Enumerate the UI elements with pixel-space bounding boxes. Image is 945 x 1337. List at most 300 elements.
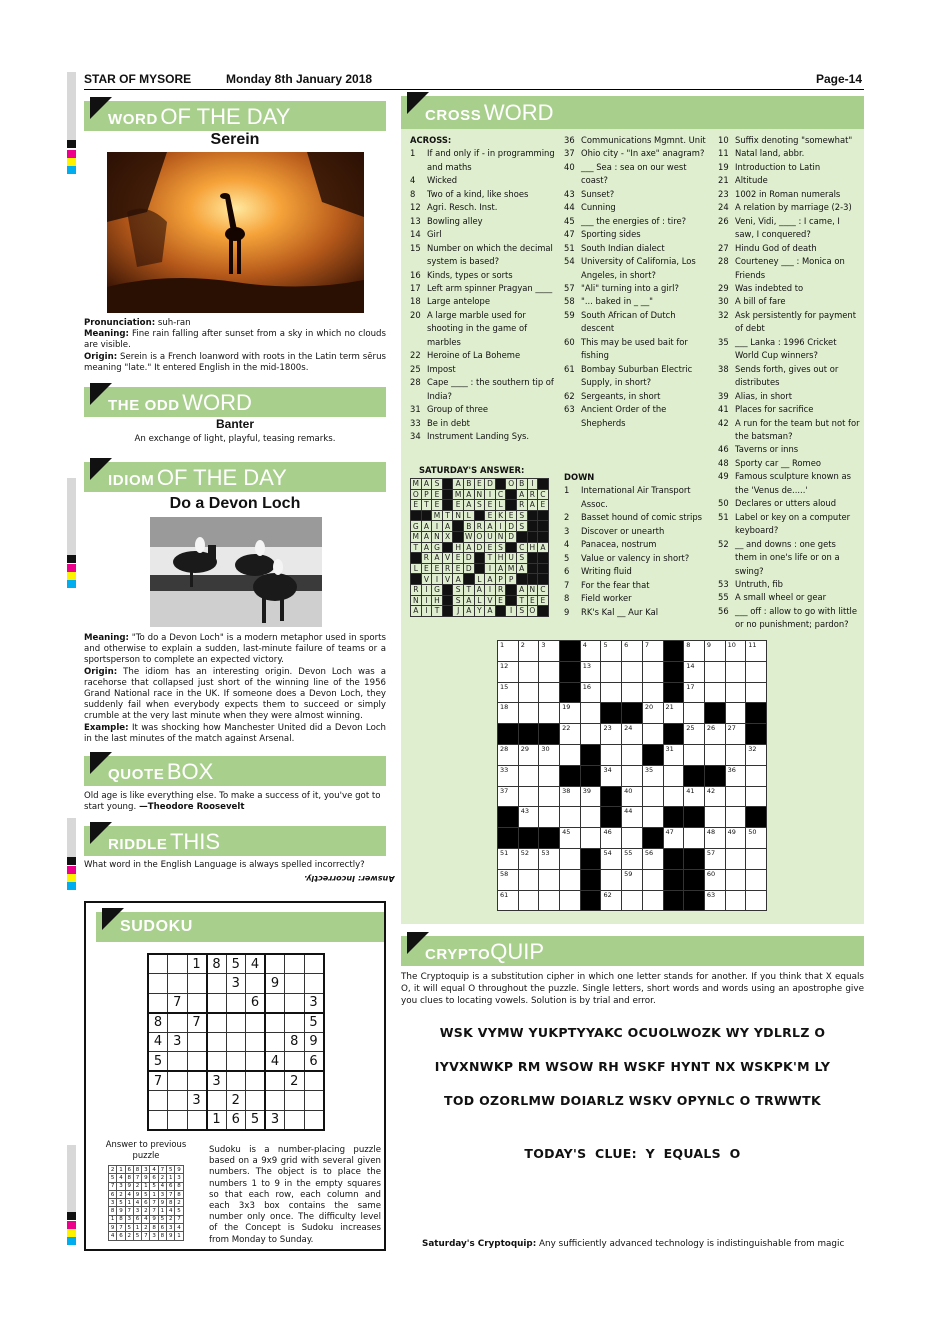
answer-cell: 1 <box>125 1199 133 1207</box>
sudoku-cell[interactable]: 3 <box>304 993 324 1013</box>
crossword-cell[interactable] <box>518 848 539 869</box>
crossword-cell[interactable] <box>560 890 581 911</box>
sudoku-cell[interactable] <box>148 1091 168 1111</box>
crossword-cell[interactable] <box>746 828 767 849</box>
crossword-cell[interactable] <box>601 848 622 869</box>
meaning-label: Meaning: <box>84 329 129 340</box>
sudoku-cell[interactable] <box>148 993 168 1013</box>
sudoku-description: Sudoku is a number-placing puzzle based on a 9x9 grid with several given numbers. The object is to place the numbers 1 to 9 in the empty squares so that each row, each column and each 3x3 box contains the same number only once. The difficulty level of the Concept is Sudoku increases from Monday to Sunday. <box>209 1145 381 1245</box>
sudoku-cell[interactable] <box>304 954 324 974</box>
clue-item <box>718 282 860 295</box>
sudoku-cell[interactable] <box>285 1091 305 1111</box>
sudoku-cell[interactable] <box>187 1110 207 1130</box>
crossword-cell[interactable] <box>642 890 663 911</box>
clue-text: Ask persistently for payment of debt <box>735 309 857 334</box>
sudoku-cell[interactable]: 3 <box>265 1110 285 1130</box>
crossword-cell[interactable] <box>622 765 643 786</box>
cell-number: 59 <box>624 869 633 878</box>
black-cell <box>663 724 684 745</box>
crossword-cell[interactable] <box>642 807 663 828</box>
sudoku-cell[interactable]: 2 <box>226 1091 246 1111</box>
crossword-cell[interactable] <box>684 786 705 807</box>
sudoku-cell[interactable] <box>207 1052 227 1072</box>
crossword-cell[interactable] <box>725 869 746 890</box>
crossword-cell[interactable] <box>704 661 725 682</box>
crossword-cell[interactable] <box>704 828 725 849</box>
answer-cell: 9 <box>158 1199 166 1207</box>
sudoku-cell[interactable]: 5 <box>246 1110 266 1130</box>
answer-cell: 3 <box>167 1224 175 1232</box>
crossword-cell[interactable] <box>704 807 725 828</box>
sudoku-cell[interactable] <box>168 1091 188 1111</box>
clue-number: 50 <box>718 498 729 509</box>
color-swatch-cyan <box>67 882 76 890</box>
answer-cell: 2 <box>158 1174 166 1182</box>
crossword-cell[interactable] <box>642 765 663 786</box>
crossword-cell[interactable] <box>518 641 539 662</box>
crossword-cell[interactable] <box>539 848 560 869</box>
crossword-cell[interactable] <box>663 786 684 807</box>
clue-number: 35 <box>718 336 729 347</box>
answer-cell: 9 <box>175 1166 183 1174</box>
crossword-cell[interactable] <box>746 869 767 890</box>
cell-number: 22 <box>562 724 571 733</box>
crossword-cell[interactable] <box>498 848 519 869</box>
answer-cell: V <box>485 595 496 606</box>
idiom-details <box>84 633 386 745</box>
answer-cell: 7 <box>150 1207 158 1215</box>
crossword-cell[interactable] <box>642 682 663 703</box>
crossword-cell[interactable] <box>725 703 746 724</box>
crossword-cell[interactable] <box>560 807 581 828</box>
clue-item <box>718 188 860 201</box>
sudoku-cell[interactable]: 6 <box>226 1110 246 1130</box>
clue-number: 1 <box>410 148 416 159</box>
black-cell <box>642 828 663 849</box>
crossword-cell[interactable] <box>684 703 705 724</box>
crossword-cell[interactable] <box>580 807 601 828</box>
crossword-cell[interactable] <box>518 661 539 682</box>
sudoku-cell[interactable] <box>207 974 227 994</box>
crossword-cell[interactable] <box>746 890 767 911</box>
crossword-cell[interactable] <box>704 744 725 765</box>
sudoku-cell[interactable] <box>304 974 324 994</box>
crossword-cell[interactable] <box>746 848 767 869</box>
crossword-cell[interactable] <box>622 869 643 890</box>
sudoku-header <box>96 912 384 942</box>
cell-number: 25 <box>686 724 695 733</box>
page-header <box>84 72 864 90</box>
crossword-cell[interactable] <box>518 703 539 724</box>
sudoku-cell[interactable] <box>246 1052 266 1072</box>
answer-cell: 9 <box>150 1215 158 1223</box>
answer-cell: 1 <box>167 1174 175 1182</box>
crossword-cell[interactable] <box>498 703 519 724</box>
clue-text: Two of a kind, like shoes <box>427 188 529 199</box>
crossword-cell[interactable] <box>622 682 643 703</box>
clue-number: 41 <box>718 404 729 415</box>
answer-cell <box>411 553 422 564</box>
crossword-cell[interactable] <box>601 765 622 786</box>
crossword-cell[interactable] <box>704 724 725 745</box>
crossword-cell[interactable] <box>725 848 746 869</box>
crossword-cell[interactable] <box>601 682 622 703</box>
crossword-cell[interactable] <box>518 744 539 765</box>
crossword-cell[interactable] <box>642 724 663 745</box>
sudoku-cell[interactable] <box>187 1052 207 1072</box>
sudoku-cell[interactable] <box>148 954 168 974</box>
crossword-cell[interactable] <box>746 786 767 807</box>
crossword-cell[interactable] <box>560 869 581 890</box>
crossword-cell[interactable] <box>622 744 643 765</box>
crossword-cell[interactable] <box>601 828 622 849</box>
saturday-answer-grid <box>410 478 549 617</box>
crossword-cell[interactable] <box>601 869 622 890</box>
answer-cell: S <box>516 521 527 532</box>
clue-number: 20 <box>410 309 421 320</box>
sudoku-cell[interactable] <box>226 1032 246 1052</box>
sudoku-cell[interactable]: 9 <box>304 1032 324 1052</box>
crossword-cell[interactable] <box>560 786 581 807</box>
sudoku-cell[interactable] <box>285 1052 305 1072</box>
crossword-cell[interactable] <box>580 703 601 724</box>
sudoku-cell[interactable] <box>246 1013 266 1033</box>
sudoku-cell[interactable] <box>246 974 266 994</box>
crossword-cell[interactable] <box>601 641 622 662</box>
sudoku-cell[interactable]: 3 <box>226 974 246 994</box>
sudoku-cell[interactable]: 1 <box>187 954 207 974</box>
sudoku-cell[interactable] <box>304 1110 324 1130</box>
sudoku-cell[interactable] <box>168 974 188 994</box>
crossword-cell[interactable] <box>498 682 519 703</box>
crossword-cell[interactable] <box>725 682 746 703</box>
answer-cell: 3 <box>133 1207 141 1215</box>
crossword-cell[interactable] <box>539 641 560 662</box>
sudoku-cell[interactable] <box>148 974 168 994</box>
sudoku-cell[interactable]: 5 <box>304 1013 324 1033</box>
crossword-cell[interactable] <box>725 828 746 849</box>
sudoku-cell[interactable]: 4 <box>246 954 266 974</box>
crossword-cell[interactable] <box>704 786 725 807</box>
sudoku-cell[interactable] <box>226 1052 246 1072</box>
black-cell <box>560 641 581 662</box>
crossword-cell[interactable] <box>498 890 519 911</box>
crossword-cell[interactable] <box>704 890 725 911</box>
publication-name: STAR OF MYSORE <box>84 72 192 86</box>
sudoku-cell[interactable] <box>304 1091 324 1111</box>
crossword-cell[interactable] <box>622 807 643 828</box>
answer-cell: U <box>506 553 517 564</box>
crossword-cell[interactable] <box>746 661 767 682</box>
crossword-cell[interactable] <box>663 765 684 786</box>
crossword-cell[interactable] <box>642 869 663 890</box>
crossword-grid[interactable] <box>497 640 767 911</box>
crossword-cell[interactable] <box>746 682 767 703</box>
crossword-cell[interactable] <box>539 703 560 724</box>
crossword-cell[interactable] <box>539 744 560 765</box>
sudoku-cell[interactable] <box>168 1110 188 1130</box>
sudoku-cell[interactable] <box>285 954 305 974</box>
crossword-cell[interactable] <box>622 828 643 849</box>
crossword-cell[interactable] <box>560 848 581 869</box>
crossword-cell[interactable] <box>518 786 539 807</box>
clue-item <box>564 403 710 430</box>
sudoku-cell[interactable] <box>265 1013 285 1033</box>
crossword-cell[interactable] <box>622 641 643 662</box>
answer-cell <box>538 479 549 490</box>
crossword-cell[interactable] <box>725 765 746 786</box>
crossword-cell[interactable] <box>725 724 746 745</box>
sudoku-cell[interactable] <box>187 1071 207 1091</box>
crossword-cell[interactable] <box>498 661 519 682</box>
sudoku-cell[interactable] <box>304 1071 324 1091</box>
sudoku-cell[interactable] <box>187 993 207 1013</box>
cell-number: 49 <box>727 828 736 837</box>
answer-cell <box>495 606 506 617</box>
sudoku-cell[interactable]: 6 <box>304 1052 324 1072</box>
crossword-cell[interactable] <box>684 724 705 745</box>
black-cell <box>518 828 539 849</box>
clue-text: Wicked <box>427 175 458 186</box>
sudoku-cell[interactable] <box>207 1013 227 1033</box>
sudoku-cell[interactable] <box>246 1071 266 1091</box>
sudoku-cell[interactable] <box>207 1032 227 1052</box>
crossword-cell[interactable] <box>560 828 581 849</box>
clue-text: ___ the energies of : tire? <box>581 215 687 226</box>
answer-cell: L <box>474 595 485 606</box>
clue-text: 1002 in Roman numerals <box>735 188 841 199</box>
answer-cell: N <box>453 510 464 521</box>
sudoku-cell[interactable] <box>168 1052 188 1072</box>
answer-cell: N <box>527 584 538 595</box>
crossword-cell[interactable] <box>746 641 767 662</box>
crossword-cell[interactable] <box>518 807 539 828</box>
cell-number: 38 <box>562 786 571 795</box>
answer-cell: 9 <box>125 1182 133 1190</box>
sudoku-cell[interactable]: 4 <box>148 1032 168 1052</box>
crossword-cell[interactable] <box>622 890 643 911</box>
black-cell <box>663 661 684 682</box>
sudoku-cell[interactable] <box>246 1032 266 1052</box>
crossword-cell[interactable] <box>684 682 705 703</box>
sudoku-cell[interactable]: 1 <box>207 1110 227 1130</box>
sudoku-cell[interactable] <box>187 1032 207 1052</box>
crossword-cell[interactable] <box>601 724 622 745</box>
answer-cell: E <box>432 500 443 511</box>
crossword-cell[interactable] <box>560 744 581 765</box>
sudoku-cell[interactable]: 3 <box>187 1091 207 1111</box>
crossword-cell[interactable] <box>601 744 622 765</box>
crossword-cell[interactable] <box>518 869 539 890</box>
answer-cell: S <box>516 510 527 521</box>
crossword-cell[interactable] <box>560 703 581 724</box>
down-clues-col3 <box>718 134 860 632</box>
clue-item <box>718 538 860 578</box>
answer-cell: A <box>485 574 496 585</box>
answer-cell: E <box>485 510 496 521</box>
sudoku-cell[interactable] <box>285 993 305 1013</box>
crossword-cell[interactable] <box>498 786 519 807</box>
crossword-cell[interactable] <box>580 641 601 662</box>
sudoku-cell[interactable] <box>207 993 227 1013</box>
crossword-cell[interactable] <box>642 641 663 662</box>
answer-cell: 9 <box>167 1232 175 1240</box>
answer-cell <box>474 553 485 564</box>
crossword-cell[interactable] <box>642 848 663 869</box>
crossword-cell[interactable] <box>498 744 519 765</box>
registration-strip-bottom <box>67 1145 76 1213</box>
sudoku-cell[interactable] <box>265 1071 285 1091</box>
sudoku-cell[interactable] <box>226 1071 246 1091</box>
crossword-cell[interactable] <box>580 786 601 807</box>
sudoku-cell[interactable] <box>168 1071 188 1091</box>
crossword-cell[interactable] <box>704 869 725 890</box>
crossword-cell[interactable] <box>539 765 560 786</box>
sudoku-cell[interactable] <box>285 1013 305 1033</box>
crossword-cell[interactable] <box>498 765 519 786</box>
crossword-cell[interactable] <box>539 890 560 911</box>
crossword-cell[interactable] <box>580 682 601 703</box>
crossword-cell[interactable] <box>725 641 746 662</box>
crossword-cell[interactable] <box>539 869 560 890</box>
sudoku-cell[interactable]: 3 <box>207 1071 227 1091</box>
black-cell <box>746 807 767 828</box>
answer-cell: O <box>474 531 485 542</box>
crossword-cell[interactable] <box>580 828 601 849</box>
answer-cell: C <box>538 584 549 595</box>
answer-cell: T <box>432 606 443 617</box>
clue-number: 34 <box>410 430 421 441</box>
sudoku-cell[interactable]: 8 <box>148 1013 168 1033</box>
sudoku-cell[interactable]: 7 <box>168 993 188 1013</box>
sudoku-cell[interactable] <box>265 993 285 1013</box>
crossword-cell[interactable] <box>684 744 705 765</box>
crossword-cell[interactable] <box>622 848 643 869</box>
crossword-cell[interactable] <box>622 786 643 807</box>
answer-cell <box>527 510 538 521</box>
answer-cell: 8 <box>167 1199 175 1207</box>
crossword-cell[interactable] <box>746 744 767 765</box>
crossword-cell[interactable] <box>518 682 539 703</box>
clue-text: University of California, Los Angeles, in short? <box>581 256 696 280</box>
crossword-cell[interactable] <box>663 703 684 724</box>
sudoku-cell[interactable] <box>226 1013 246 1033</box>
crossword-cell[interactable] <box>601 890 622 911</box>
crossword-cell[interactable] <box>704 848 725 869</box>
answer-cell: 9 <box>142 1174 150 1182</box>
sudoku-cell[interactable]: 6 <box>246 993 266 1013</box>
sudoku-cell[interactable]: 9 <box>265 974 285 994</box>
clue-item <box>564 511 710 524</box>
sudoku-cell[interactable]: 8 <box>285 1032 305 1052</box>
clue-item <box>410 349 558 362</box>
crossword-cell[interactable] <box>725 786 746 807</box>
crossword-cell[interactable] <box>704 641 725 662</box>
crossword-cell[interactable] <box>580 724 601 745</box>
sudoku-cell[interactable]: 7 <box>148 1071 168 1091</box>
crossword-cell[interactable] <box>498 641 519 662</box>
cell-number: 47 <box>665 828 674 837</box>
sudoku-cell[interactable] <box>168 1013 188 1033</box>
sudoku-cell[interactable] <box>246 1091 266 1111</box>
answer-cell: E <box>538 595 549 606</box>
sudoku-cell[interactable] <box>226 993 246 1013</box>
crossword-cell[interactable] <box>539 682 560 703</box>
sudoku-cell[interactable] <box>187 974 207 994</box>
answer-cell: 7 <box>150 1199 158 1207</box>
crossword-cell[interactable] <box>560 724 581 745</box>
clue-number: 9 <box>564 606 570 617</box>
sudoku-cell[interactable]: 5 <box>226 954 246 974</box>
crossword-cell[interactable] <box>498 869 519 890</box>
crossword-cell[interactable] <box>601 661 622 682</box>
crossword-cell[interactable] <box>704 682 725 703</box>
sudoku-cell[interactable]: 2 <box>285 1071 305 1091</box>
crossword-cell[interactable] <box>684 641 705 662</box>
crossword-cell[interactable] <box>518 765 539 786</box>
sudoku-cell[interactable] <box>285 974 305 994</box>
answer-cell: 6 <box>109 1190 117 1198</box>
sudoku-cell[interactable] <box>265 1032 285 1052</box>
sudoku-cell[interactable] <box>207 1091 227 1111</box>
crossword-cell[interactable] <box>725 661 746 682</box>
answer-cell: 3 <box>125 1215 133 1223</box>
crossword-cell[interactable] <box>642 786 663 807</box>
clue-item <box>564 336 710 363</box>
clue-text: Bombay Suburban Electric Supply, in short? <box>581 363 693 388</box>
crossword-cell[interactable] <box>622 724 643 745</box>
sudoku-cell[interactable] <box>168 954 188 974</box>
answer-cell: N <box>474 489 485 500</box>
crossword-cell[interactable] <box>539 786 560 807</box>
crossword-cell[interactable] <box>684 828 705 849</box>
answer-cell: H <box>453 542 464 553</box>
crossword-cell[interactable] <box>580 661 601 682</box>
crossword-cell[interactable] <box>725 807 746 828</box>
crossword-cell[interactable] <box>622 661 643 682</box>
answer-cell: 6 <box>133 1215 141 1223</box>
sudoku-cell[interactable]: 4 <box>265 1052 285 1072</box>
crossword-cell[interactable] <box>684 661 705 682</box>
crossword-cell[interactable] <box>642 703 663 724</box>
clue-number: 53 <box>718 578 729 589</box>
answer-cell: S <box>453 595 464 606</box>
cell-number: 33 <box>500 765 509 774</box>
crossword-cell[interactable] <box>518 890 539 911</box>
crossword-cell[interactable] <box>539 807 560 828</box>
crossword-cell[interactable] <box>725 890 746 911</box>
crossword-cell[interactable] <box>663 828 684 849</box>
crossword-cell[interactable] <box>663 744 684 765</box>
answer-cell: A <box>485 521 496 532</box>
sudoku-cell[interactable]: 3 <box>168 1032 188 1052</box>
answer-cell: O <box>411 489 422 500</box>
sudoku-cell[interactable] <box>265 954 285 974</box>
crossword-cell[interactable] <box>642 661 663 682</box>
crossword-cell[interactable] <box>746 765 767 786</box>
crossword-cell[interactable] <box>725 744 746 765</box>
sudoku-cell[interactable]: 5 <box>148 1052 168 1072</box>
sudoku-cell[interactable] <box>265 1091 285 1111</box>
answer-cell: D <box>506 521 517 532</box>
example-text: It was shocking how Manchester United did a Devon Loch in the last minutes of the match against Arsenal. <box>84 722 386 744</box>
crossword-cell[interactable] <box>539 661 560 682</box>
sudoku-cell[interactable] <box>285 1110 305 1130</box>
sudoku-cell[interactable]: 7 <box>187 1013 207 1033</box>
answer-cell: 2 <box>167 1215 175 1223</box>
sudoku-cell[interactable] <box>148 1110 168 1130</box>
sudoku-cell[interactable]: 8 <box>207 954 227 974</box>
